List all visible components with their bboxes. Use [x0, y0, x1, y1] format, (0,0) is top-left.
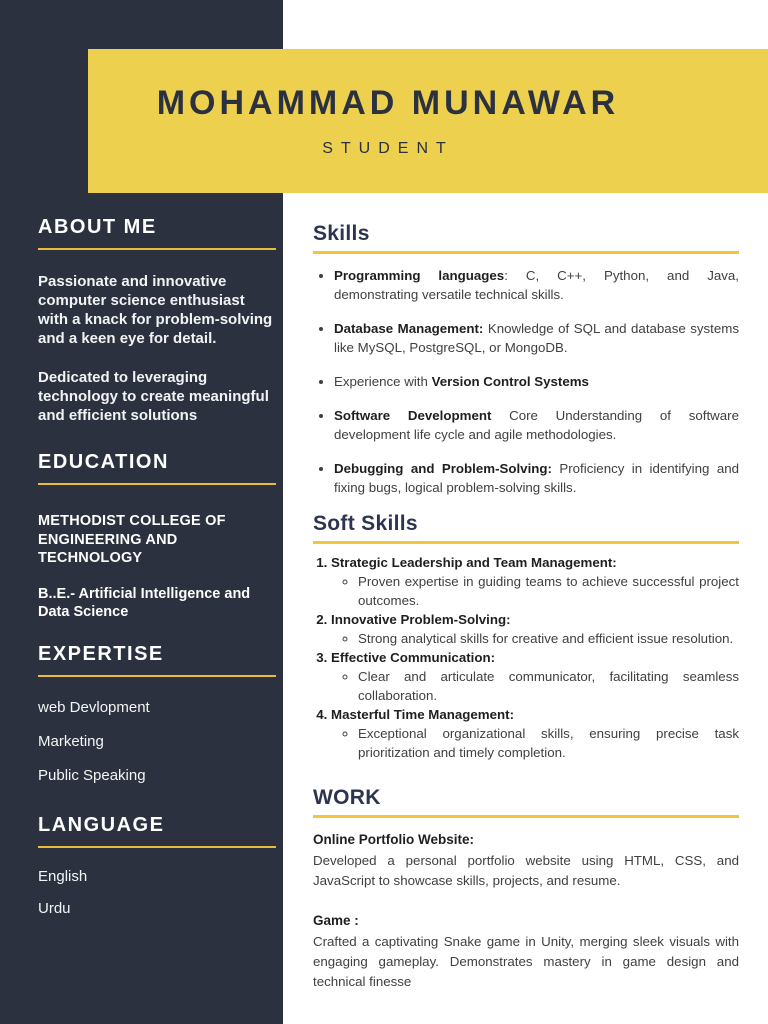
about-underline — [38, 248, 276, 250]
education-underline — [38, 483, 276, 485]
skills-list — [313, 266, 739, 497]
expertise-item: Marketing — [38, 732, 104, 750]
soft-skills-list — [313, 553, 739, 762]
about-section — [38, 216, 273, 425]
soft-skill-title: Innovative Problem-Solving: — [331, 612, 511, 627]
work-section — [313, 786, 739, 992]
skill-item — [334, 319, 739, 357]
language-list — [38, 868, 273, 917]
soft-skills-heading: Soft Skills — [313, 512, 418, 535]
skill-pre: Experience with — [334, 374, 432, 389]
about-heading: ABOUT ME — [38, 216, 157, 238]
expertise-section — [38, 643, 273, 784]
soft-skill-sublist — [331, 629, 739, 648]
skill-rest: Knowledge of SQL and database systems like MySQL, PostgreSQL, or MongoDB. — [334, 321, 740, 355]
soft-skills-section — [313, 512, 739, 762]
skill-rest: : C, C++, Python, and Java, demonstrating versatile technical skills. — [334, 268, 739, 302]
work-entry-detail: Crafted a captivating Snake game in Unity, merging sleek visuals with engaging gameplay. Demonstrates mastery in game design and technical finesse — [313, 934, 739, 989]
education-section — [38, 451, 273, 622]
language-item: Urdu — [38, 899, 71, 917]
skill-rest: Proficiency in identifying and fixing bugs, logical problem-solving skills. — [334, 461, 740, 495]
work-heading: WORK — [313, 786, 381, 809]
education-degree: B..E.- Artificial Intelligence and Data Science — [38, 585, 251, 620]
soft-skill-sublist — [331, 572, 739, 610]
person-title: STUDENT — [322, 140, 454, 157]
skill-lead: Software Development — [334, 408, 492, 423]
soft-skill-item — [331, 610, 739, 648]
soft-skills-underline — [313, 541, 739, 544]
soft-skill-item — [331, 553, 739, 610]
skill-rest: Core Understanding of software development life cycle and agile methodologies. — [334, 408, 739, 442]
skill-item — [334, 372, 739, 391]
soft-skill-title: Masterful Time Management: — [331, 707, 514, 722]
skills-heading: Skills — [313, 222, 370, 245]
soft-skill-item — [331, 648, 739, 705]
skill-lead: Database Management: — [334, 321, 484, 336]
name-banner — [88, 49, 768, 193]
skill-lead: Debugging and Problem-Solving: — [334, 461, 552, 476]
language-section — [38, 814, 273, 917]
soft-skill-detail: ◦ Strong analytical skills for creative and efficient issue resolution. — [358, 629, 739, 648]
skill-lead: Version Control Systems — [431, 374, 589, 389]
soft-skill-title: Effective Communication: — [331, 650, 496, 665]
soft-skill-detail: ◦ Exceptional organizational skills, ensuring precise task prioritization and timely completion. — [358, 724, 739, 762]
expertise-item: Public Speaking — [38, 766, 146, 784]
soft-skill-detail: ◦ Clear and articulate communicator, facilitating seamless collaboration. — [358, 667, 739, 705]
soft-skill-item — [331, 705, 739, 762]
education-school: METHODIST COLLEGE OF ENGINEERING AND TECHNOLOGY — [38, 513, 226, 566]
soft-skill-sublist — [331, 667, 739, 705]
work-entry — [313, 911, 739, 992]
language-heading: LANGUAGE — [38, 813, 165, 836]
soft-skill-sublist — [331, 724, 739, 762]
language-item: English — [38, 867, 88, 885]
work-entry — [313, 830, 739, 891]
skill-lead: Programming languages — [334, 268, 505, 283]
skills-section — [313, 222, 739, 497]
language-underline — [38, 846, 276, 848]
work-entry-detail: Developed a personal portfolio website using HTML, CSS, and JavaScript to showcase skills, projects, and resume. — [313, 853, 739, 888]
about-paragraph-2: Dedicated to leveraging technology to create meaningful and efficient solutions — [38, 369, 269, 424]
education-heading: EDUCATION — [38, 451, 169, 473]
person-name: MOHAMMAD MUNAWAR — [156, 84, 620, 122]
skill-item — [334, 266, 739, 304]
skill-item — [334, 406, 739, 444]
expertise-list — [38, 699, 273, 784]
expertise-underline — [38, 675, 276, 677]
work-underline — [313, 815, 739, 818]
work-entry-title: Game : — [313, 913, 359, 928]
expertise-item: web Devlopment — [38, 698, 150, 716]
skill-item — [334, 459, 739, 497]
skills-underline — [313, 251, 739, 254]
soft-skill-detail: ◦ Proven expertise in guiding teams to achieve successful project outcomes. — [358, 572, 739, 610]
expertise-heading: EXPERTISE — [38, 642, 164, 665]
main-content — [313, 222, 739, 992]
about-paragraph-1: Passionate and innovative computer science enthusiast with a knack for problem-solving and a keen eye for detail. — [38, 273, 273, 347]
soft-skill-title: Strategic Leadership and Team Management: — [331, 555, 617, 570]
work-entry-title: Online Portfolio Website: — [313, 832, 475, 847]
